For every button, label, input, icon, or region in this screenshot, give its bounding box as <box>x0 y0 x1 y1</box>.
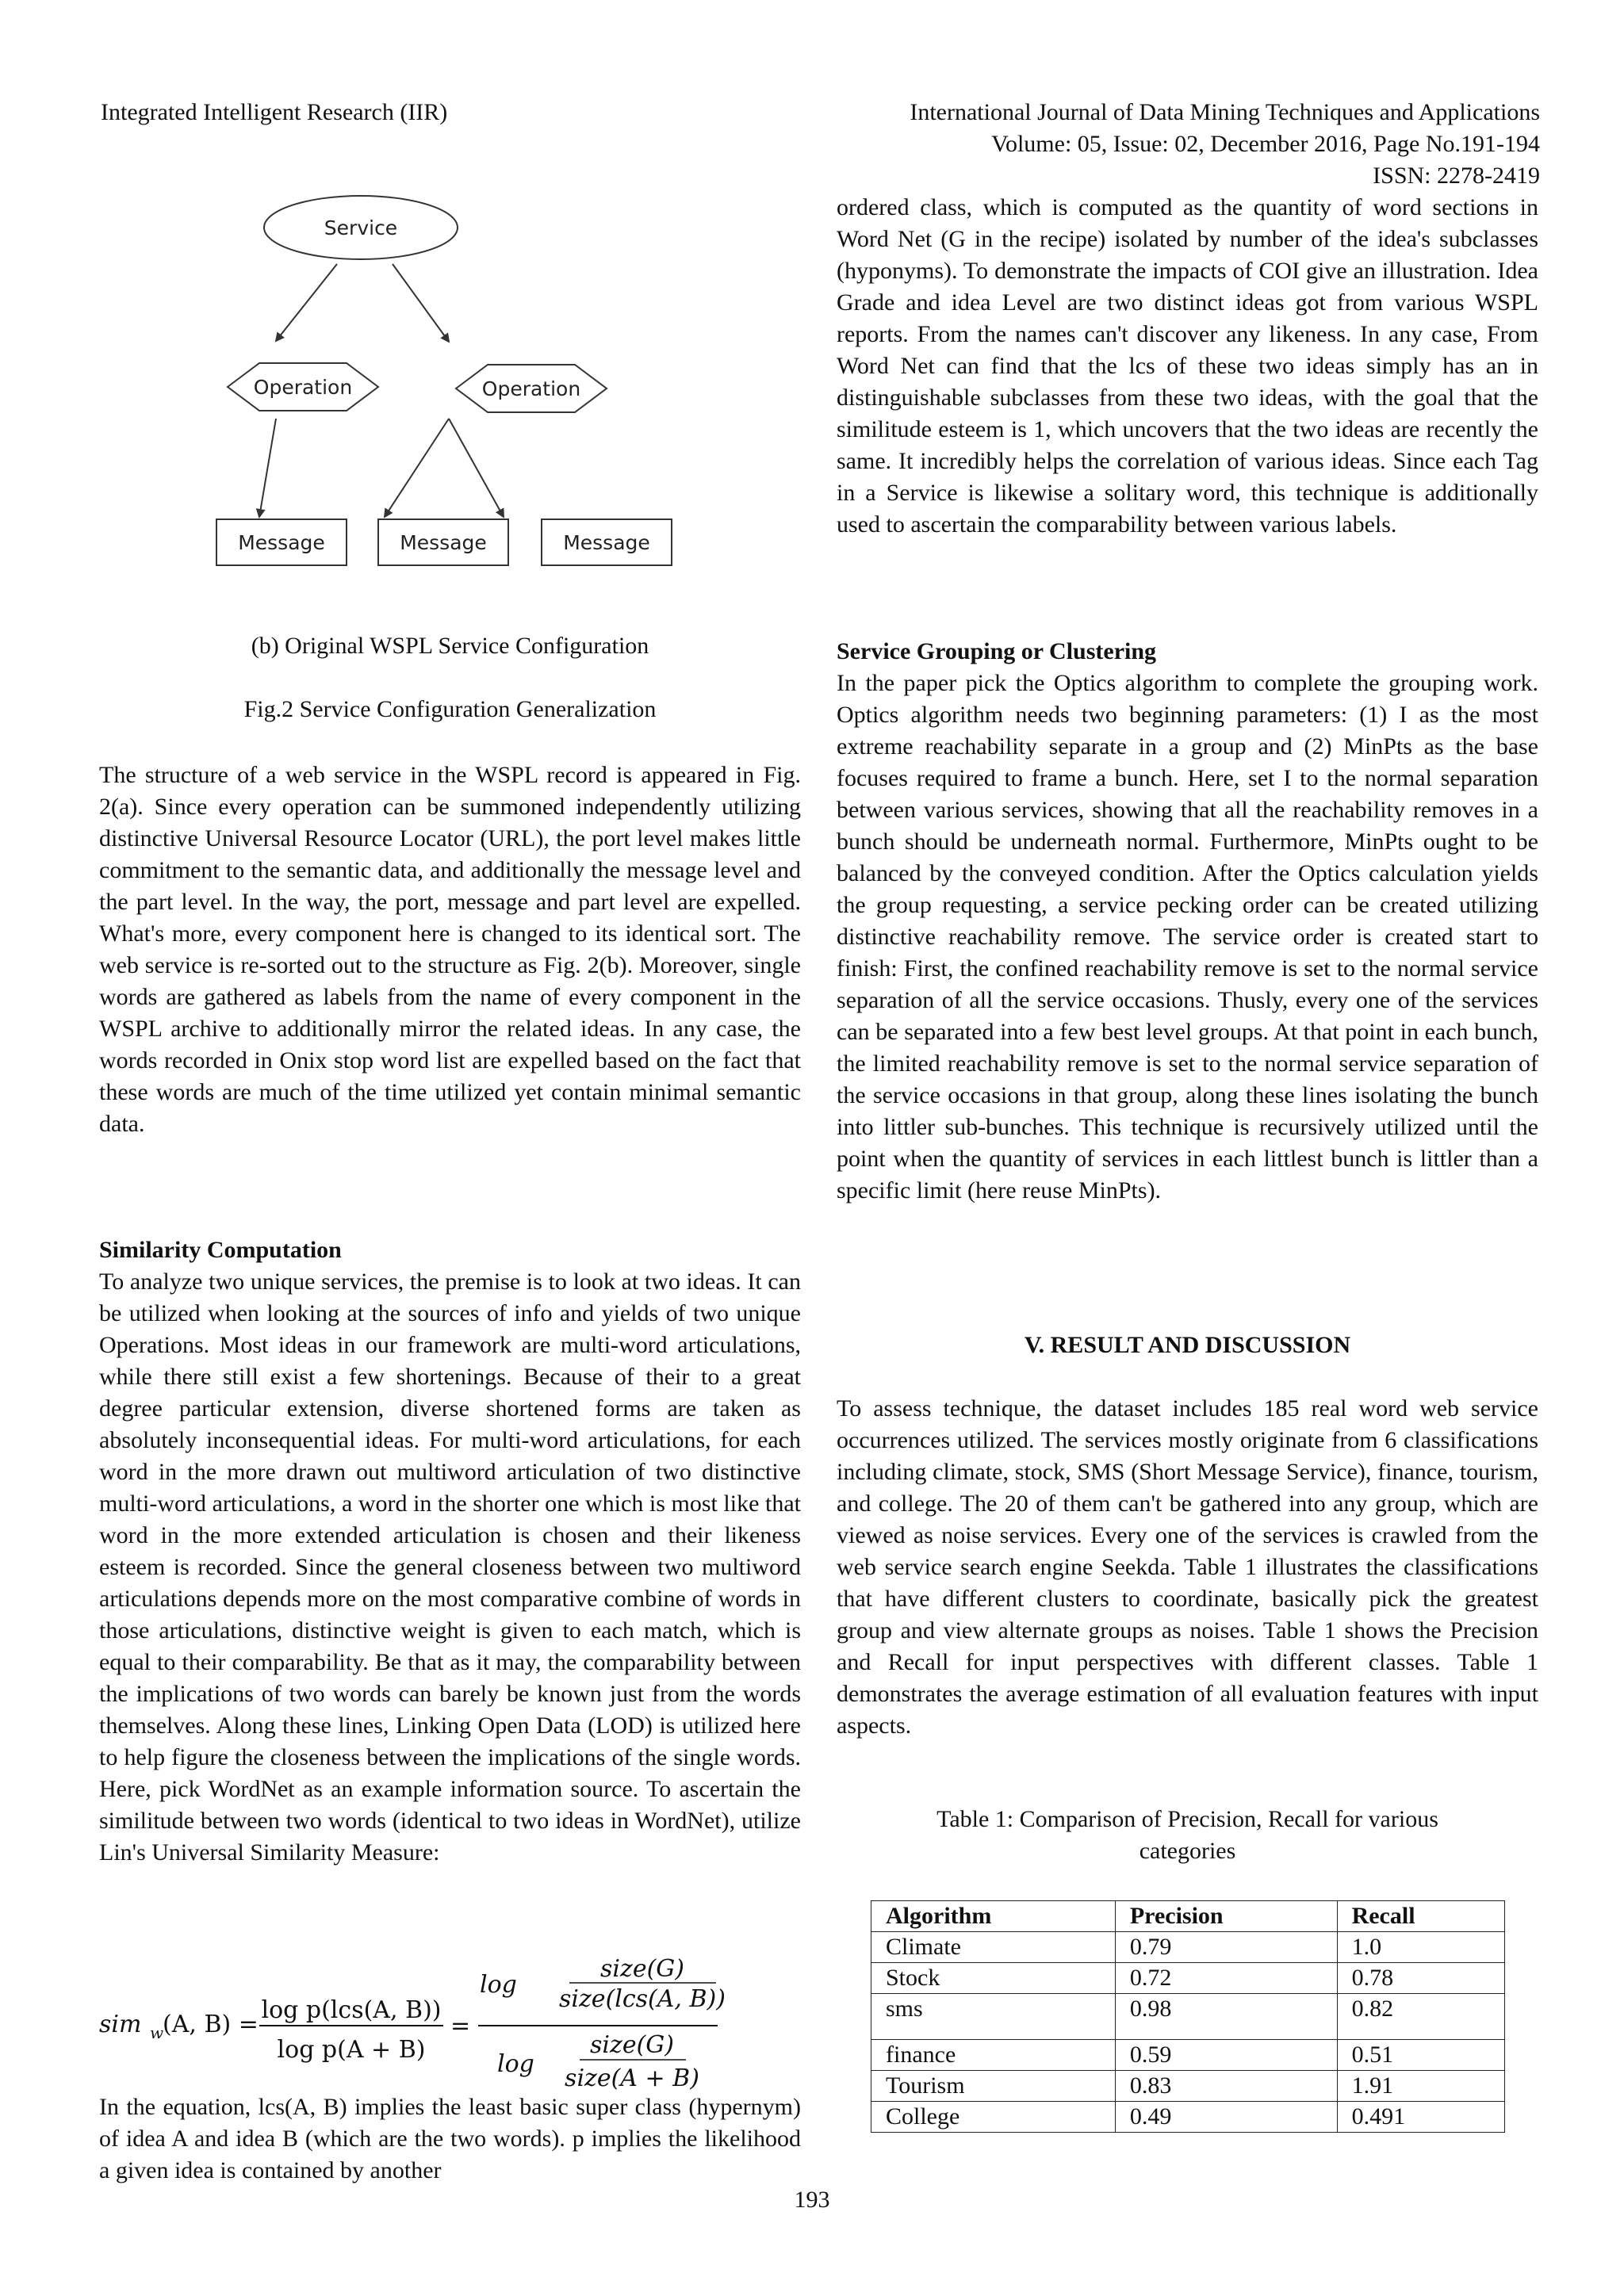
edge-opright-msg3 <box>449 419 504 517</box>
comparison-table <box>871 1900 1505 2133</box>
left-paragraph-1: The structure of a web service in the WSPL record is appeared in Fig. 2(a). Since every operation can be summoned independently utilizing distinctive Universal Resource Locator (URL), the port level makes little commitment to the semantic data, and additionally the message level and the part level. In the way, the port, message and part level are expelled. What's more, every component here is changed to its identical sort. The web service is re-sorted out to the structure as Fig. 2(b). Moreover, single words are gathered as labels from the name of every component in the WSPL archive to additionally mirror the related ideas. In any case, the words recorded in Onix stop word list are expelled based on the fact that these words are much of the time utilized yet contain minimal semantic data. <box>99 762 801 1137</box>
node-message-3 <box>542 519 672 565</box>
table-cell: 0.51 <box>1337 2040 1504 2071</box>
table-row <box>871 2040 1505 2071</box>
page-number: 193 <box>794 2187 830 2213</box>
table-cell: 0.82 <box>1337 1994 1504 2040</box>
table-cell: Stock <box>871 1963 1116 1994</box>
edge-opright-msg2 <box>385 419 449 517</box>
journal-name-left: Integrated Intelligent Research (IIR) <box>101 99 448 125</box>
table-caption <box>837 1804 1538 1867</box>
figure-caption: Fig.2 Service Configuration Generalization <box>243 696 657 722</box>
figure-subcaption: (b) Original WSPL Service Configuration <box>251 633 649 659</box>
journal-volume: Volume: 05, Issue: 02, December 2016, Page No.191-194 <box>991 131 1540 157</box>
table-cell: 0.79 <box>1115 1932 1337 1963</box>
node-message-2-label: Message <box>400 531 487 554</box>
journal-header-right <box>910 97 1540 192</box>
formula-equals: = <box>450 2012 471 2040</box>
node-operation-right-label: Operation <box>481 377 581 400</box>
table-cell: 0.83 <box>1115 2071 1337 2102</box>
service-configuration-figure <box>202 194 710 575</box>
table-header-row <box>871 1901 1505 1932</box>
node-message-3-label: Message <box>563 531 650 554</box>
table-row <box>871 2102 1505 2133</box>
right-paragraph-1: ordered class, which is computed as the quantity of word sections in Word Net (G in the recipe) isolated by number of the idea's subclasses (hyponyms). To demonstrate the impacts of COI give an illustration. Idea Grade and idea Level are two distinct ideas got from various WSPL reports. From the names can't discover any likeness. In any case, From Word Net can find that the lcs of these two ideas simply has an in distinguishable subclasses from these two ideas, with the goal that the similitude esteem is 1, which uncovers that the two ideas are recently the same. It incredibly helps the correlation of various ideas. Since each Tag in a Service is likewise a solitary word, this technique is additionally used to ascertain the comparability between various labels. <box>837 194 1538 538</box>
journal-title: International Journal of Data Mining Techniques and Applications <box>910 99 1540 125</box>
edge-service-op-right <box>393 264 449 342</box>
table-cell: sms <box>871 1994 1116 2040</box>
formula-lhs: sim <box>99 2011 142 2038</box>
node-operation-left-label: Operation <box>253 376 353 399</box>
table-header-cell: Precision <box>1115 1901 1337 1932</box>
table-cell: 0.72 <box>1115 1963 1337 1994</box>
table-header-cell: Algorithm <box>871 1901 1116 1932</box>
table-row <box>871 1994 1505 2040</box>
table-cell: 1.91 <box>1337 2071 1504 2102</box>
node-service-label: Service <box>324 216 398 239</box>
table-caption-line2: categories <box>1139 1838 1236 1864</box>
table-cell: 0.78 <box>1337 1963 1504 1994</box>
formula-frac1-num: log p(lcs(A, B)) <box>261 1996 442 2024</box>
table-cell: College <box>871 2102 1116 2133</box>
formula-log-bottom: log <box>497 2050 534 2078</box>
formula-lhs-args: (A, B) = <box>163 2011 259 2038</box>
formula-top-num: size(G) <box>600 1955 684 1983</box>
table-row <box>871 1963 1505 1994</box>
formula-bottom-den: size(A + B) <box>565 2064 699 2092</box>
formula-log-top: log <box>480 1971 517 1999</box>
section-title-result-discussion: V. RESULT AND DISCUSSION <box>1024 1332 1351 1358</box>
lin-similarity-formula <box>99 1946 801 2097</box>
edge-opleft-msg1 <box>259 419 276 517</box>
table-cell: 0.491 <box>1337 2102 1504 2133</box>
table-cell: 0.59 <box>1115 2040 1337 2071</box>
heading-service-grouping: Service Grouping or Clustering <box>837 638 1157 664</box>
node-message-2 <box>378 519 508 565</box>
table-cell: finance <box>871 2040 1116 2071</box>
table-row <box>871 2071 1505 2102</box>
node-message-1-label: Message <box>238 531 325 554</box>
formula-top-den: size(lcs(A, B)) <box>559 1985 726 2013</box>
node-message-1 <box>216 519 347 565</box>
table-cell: 0.49 <box>1115 2102 1337 2133</box>
right-paragraph-3: To assess technique, the dataset includes 185 real word web service occurrences utilized. The services mostly originate from 6 classifications including climate, stock, SMS (Short Message Service), finance, tourism, and college. The 20 of them can't be gathered into any group, which are viewed as noise services. Every one of the services is crawled from the web service search engine Seekda. Table 1 illustrates the classifications that have different clusters to coordinate, basically pick the greatest group and view alternate groups as noises. Table 1 shows the Precision and Recall for input perspectives with different classes. Table 1 demonstrates the average estimation of all evaluation features with input aspects. <box>837 1395 1538 1739</box>
formula-lhs-sub: w <box>150 2023 164 2042</box>
table-caption-line1: Table 1: Comparison of Precision, Recall for various <box>936 1806 1438 1832</box>
table-row <box>871 1932 1505 1963</box>
table-cell: Climate <box>871 1932 1116 1963</box>
formula-frac1-den: log p(A + B) <box>277 2036 426 2064</box>
heading-similarity-computation: Similarity Computation <box>99 1237 342 1263</box>
table-cell: 1.0 <box>1337 1932 1504 1963</box>
table-header-cell: Recall <box>1337 1901 1504 1932</box>
table-cell: 0.98 <box>1115 1994 1337 2040</box>
journal-issn: ISSN: 2278-2419 <box>1373 163 1540 189</box>
left-paragraph-3: In the equation, lcs(A, B) implies the least basic super class (hypernym) of idea A and idea B (which are the two words). p implies the likelihood a given idea is contained by another <box>99 2094 801 2183</box>
node-operation-left <box>228 363 378 411</box>
left-paragraph-2: To analyze two unique services, the premise is to look at two ideas. It can be utilized when looking at the sources of info and yields of two unique Operations. Most ideas in our framework are multi-word articulations, while there still exist a few shortenings. Because of their to a great degree particular extension, diverse shortened forms are taken as absolutely inconsequential ideas. For multi-word articulations, for each word in the more drawn out multiword articulation of two distinctive multi-word articulations, a word in the shorter one which is most like that word in the more extended articulation is chosen and their likeness esteem is recorded. Since the general closeness between two multiword articulations depends more on the most comparative combine of words in those articulations, distinctive weight is given to each match, which is equal to their comparability. Be that as it may, the comparability between the implications of two words can barely be known just from the words themselves. Along these lines, Linking Open Data (LOD) is utilized here to help figure the closeness between the implications of the single words. Here, pick WordNet as an example information source. To ascertain the similitude between two words (identical to two ideas in WordNet), utilize Lin's Universal Similarity Measure: <box>99 1269 801 1866</box>
right-paragraph-2: In the paper pick the Optics algorithm to complete the grouping work. Optics algorithm needs two beginning parameters: (1) I as the most extreme reachability separate in a group and (2) MinPts as the base focuses required to frame a bunch. Here, set I to the normal separation between various services, showing that all the reachability removes in a bunch should be underneath normal. Furthermore, MinPts ought to be balanced by the conveyed condition. After the Optics calculation yields the group requesting, a service pecking order can be created utilizing distinctive reachability remove. The service order is created start to finish: First, the confined reachability remove is set to the normal service separation of all the service occasions. Thusly, every one of the services can be separated into a few best level groups. At that point in each bunch, the limited reachability remove is set to the normal service separation of the service occasions in that group, along these lines isolating the bunch into littler sub-bunches. This technique is recursively utilized until the point when the quantity of services in each littlest bunch is littler than a specific limit (here reuse MinPts). <box>837 670 1538 1203</box>
table-cell: Tourism <box>871 2071 1116 2102</box>
edge-service-op-left <box>276 264 337 341</box>
node-operation-right <box>456 365 607 412</box>
node-service <box>264 196 458 259</box>
formula-bottom-num: size(G) <box>590 2031 674 2059</box>
